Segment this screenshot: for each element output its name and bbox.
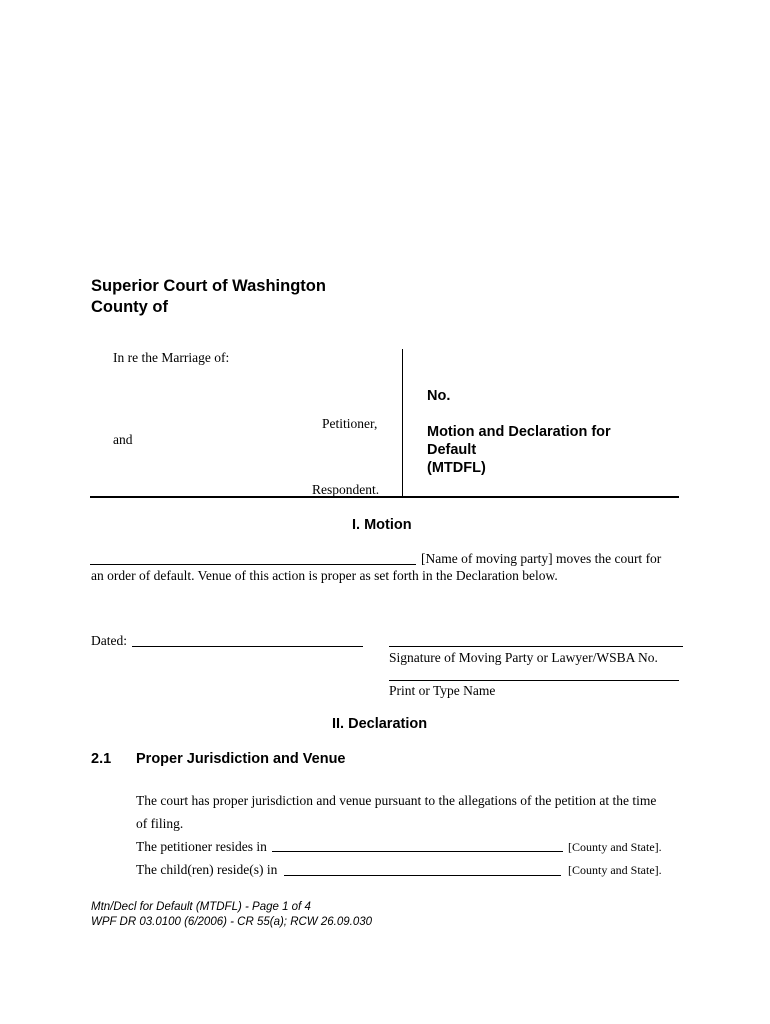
motion-heading: I. Motion [352,517,412,533]
document-title-line3: (MTDFL) [427,460,486,476]
document-title-line2: Default [427,442,477,458]
petitioner-county-hint: [County and State]. [568,840,662,854]
print-name-label: Print or Type Name [389,683,496,698]
moving-party-name-field[interactable] [90,564,416,565]
in-re-label: In re the Marriage of: [113,350,230,365]
section-number: 2.1 [91,751,112,767]
petitioner-resides-label: The petitioner resides in [136,839,267,854]
signature-label: Signature of Moving Party or Lawyer/WSBA No. [389,650,658,665]
and-label: and [113,432,133,447]
county-label: County of [91,298,168,316]
footer-line2: WPF DR 03.0100 (6/2006) - CR 55(a); RCW 26.09.030 [91,916,373,928]
dated-label: Dated: [91,633,127,648]
document-title-line1: Motion and Declaration for [427,424,611,440]
section-title: Proper Jurisdiction and Venue [136,751,346,767]
court-name: Superior Court of Washington [91,277,326,295]
petitioner-label: Petitioner, [322,416,378,431]
motion-line2: an order of default. Venue of this action is proper as set forth in the Declaration below. [91,568,558,583]
signature-field[interactable] [389,646,683,647]
children-county-hint: [County and State]. [568,863,662,877]
caption-divider [402,349,403,497]
print-name-field[interactable] [389,680,679,681]
dated-field[interactable] [132,646,363,647]
jurisdiction-para-line2: of filing. [136,816,184,831]
declaration-heading: II. Declaration [332,716,428,732]
petitioner-county-field[interactable] [272,851,563,852]
moving-party-text: [Name of moving party] moves the court for [421,551,662,566]
caption-bottom-rule [90,496,679,498]
case-number-label: No. [427,388,451,404]
footer-line1: Mtn/Decl for Default (MTDFL) - Page 1 of 4 [91,901,311,913]
children-reside-label: The child(ren) reside(s) in [136,862,278,877]
jurisdiction-para-line1: The court has proper jurisdiction and venue pursuant to the allegations of the petition at the time [136,793,657,808]
children-county-field[interactable] [284,875,561,876]
respondent-label: Respondent. [312,482,380,497]
